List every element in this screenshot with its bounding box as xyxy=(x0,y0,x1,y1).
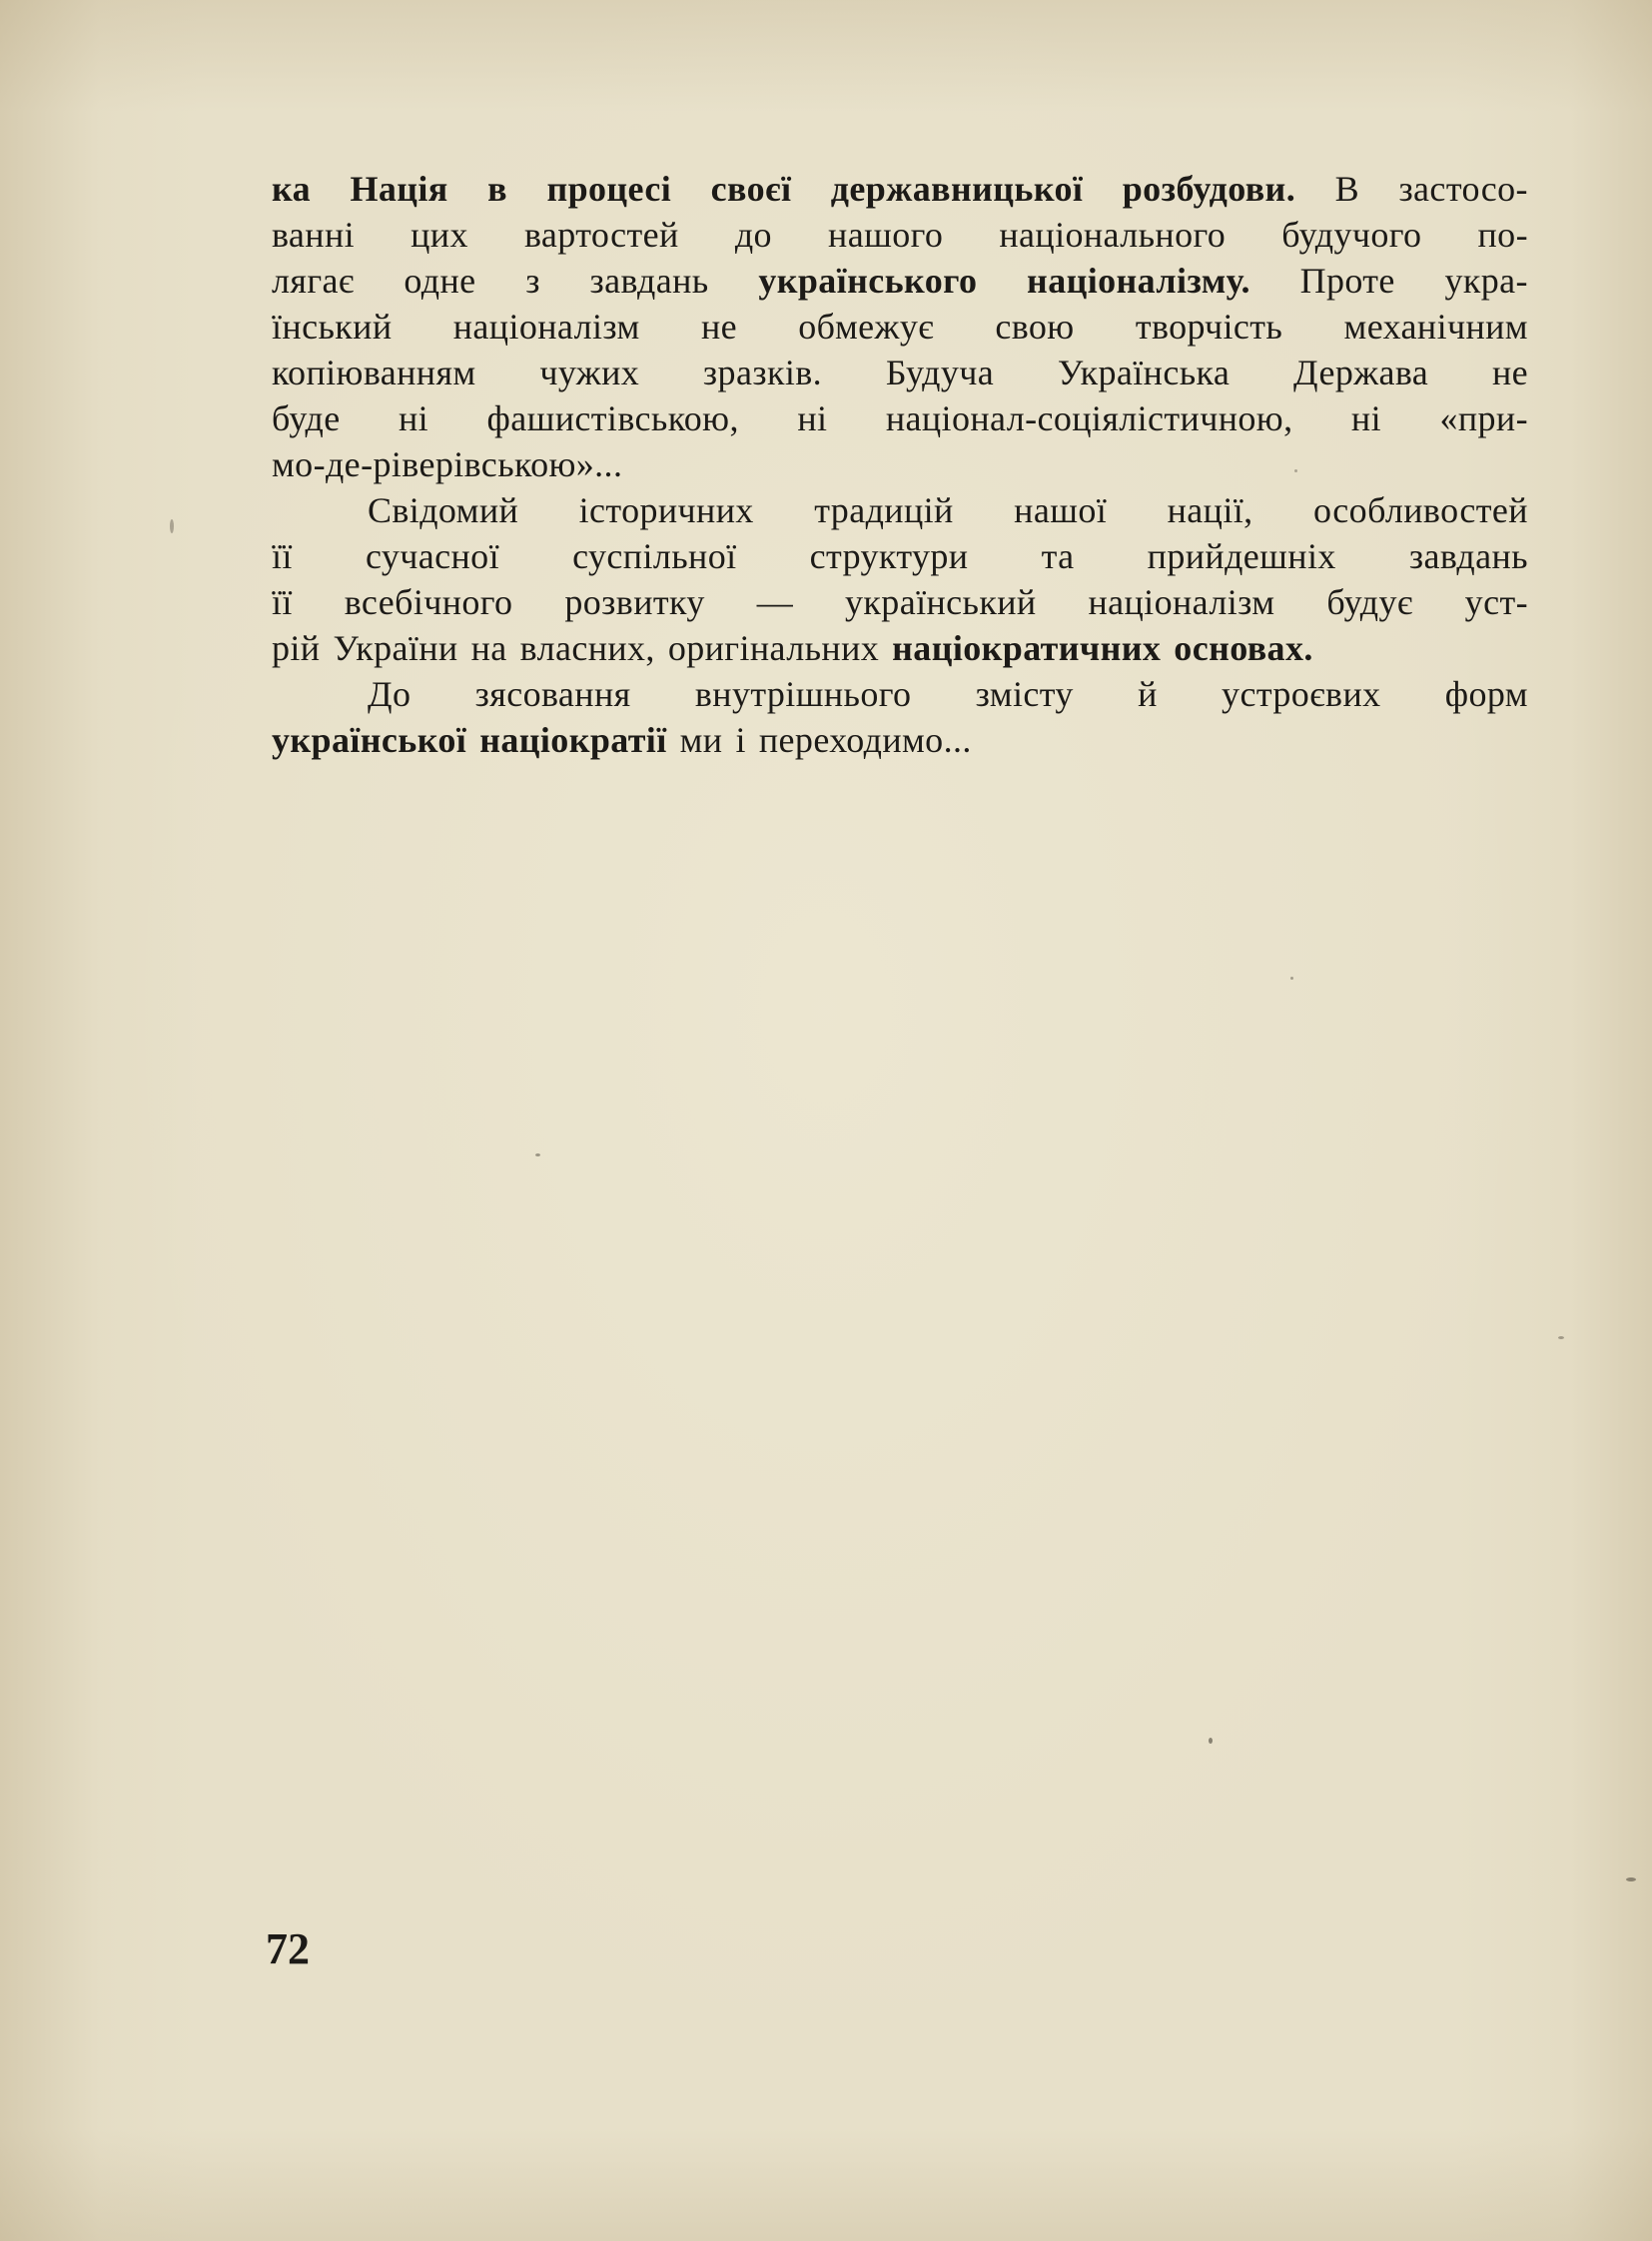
paper-speck xyxy=(1209,1738,1213,1744)
word: лягає xyxy=(272,261,355,301)
word: України xyxy=(333,628,458,668)
word: нашого xyxy=(828,215,944,255)
word: націоналізм xyxy=(1088,582,1275,622)
paper-speck xyxy=(170,519,174,533)
word: до xyxy=(734,215,772,255)
paper-speck xyxy=(535,1153,540,1156)
text-line xyxy=(272,350,1528,395)
word: завдань xyxy=(589,261,709,301)
body-text xyxy=(272,166,1528,763)
word: свою xyxy=(995,307,1075,347)
word: Нація xyxy=(350,169,448,209)
word: основах. xyxy=(1174,628,1313,668)
word: «при- xyxy=(1439,398,1528,438)
word: націонал-соціялістичною, xyxy=(885,398,1293,438)
text-line xyxy=(272,579,1528,625)
word: будує xyxy=(1326,582,1413,622)
paper-speck xyxy=(1290,977,1293,980)
word: До xyxy=(368,674,412,714)
word: внутрішнього xyxy=(694,674,912,714)
word: вартостей xyxy=(523,215,679,255)
paper-speck xyxy=(1294,469,1297,472)
word: Українська xyxy=(1057,353,1231,392)
word: процесі xyxy=(546,169,672,209)
word: завдань xyxy=(1408,536,1528,576)
word: розвитку xyxy=(564,582,705,622)
word: Свідомий xyxy=(368,490,519,530)
word: — xyxy=(756,582,794,622)
word: сучасної xyxy=(365,536,499,576)
word: всебічного xyxy=(344,582,513,622)
word: національного xyxy=(999,215,1227,255)
word: творчість xyxy=(1135,307,1283,347)
word: і xyxy=(735,720,746,760)
word: її xyxy=(272,536,293,576)
word: форм xyxy=(1444,674,1528,714)
word: своєї xyxy=(710,169,792,209)
text-line xyxy=(272,395,1528,441)
word: націоналізму. xyxy=(1027,261,1250,301)
word: й xyxy=(1138,674,1158,714)
word: суспільної xyxy=(572,536,737,576)
word: нашої xyxy=(1014,490,1108,530)
word: її xyxy=(272,582,293,622)
word: ні xyxy=(1350,398,1381,438)
word: з xyxy=(525,261,540,301)
text-line xyxy=(272,166,1528,212)
word: фашистівською, xyxy=(486,398,739,438)
word: Проте xyxy=(1299,261,1395,301)
word: їнський xyxy=(272,307,393,347)
word: націоналізм xyxy=(452,307,640,347)
word: в xyxy=(487,169,507,209)
text-line xyxy=(272,487,1528,533)
text-line xyxy=(272,625,1528,671)
word: переходимо... xyxy=(758,720,972,760)
word: історичних xyxy=(578,490,754,530)
word: чужих xyxy=(539,353,640,392)
word: змісту xyxy=(975,674,1074,714)
text-line xyxy=(272,717,1528,763)
word: застосо- xyxy=(1398,169,1528,209)
word: націократичних xyxy=(892,628,1162,668)
text-line xyxy=(272,441,1528,487)
word: зясовання xyxy=(474,674,631,714)
word: ми xyxy=(679,720,723,760)
word: Будуча xyxy=(885,353,995,392)
word: особливостей xyxy=(1313,490,1528,530)
word: по- xyxy=(1477,215,1528,255)
word: ка xyxy=(272,169,311,209)
paper-speck xyxy=(1626,1877,1636,1881)
word: буде xyxy=(272,398,341,438)
word: державницької xyxy=(830,169,1084,209)
word: Держава xyxy=(1293,353,1429,392)
word: ні xyxy=(797,398,828,438)
word: мо-де-ріверівською»... xyxy=(272,444,623,484)
word: копіюванням xyxy=(272,353,476,392)
word: одне xyxy=(404,261,476,301)
word: цих xyxy=(411,215,468,255)
word: ванні xyxy=(272,215,356,255)
word: традицій xyxy=(814,490,954,530)
word: прийдешніх xyxy=(1147,536,1336,576)
word: укра- xyxy=(1444,261,1528,301)
text-line xyxy=(272,304,1528,350)
word: на xyxy=(470,628,507,668)
word: не xyxy=(700,307,737,347)
text-line xyxy=(272,533,1528,579)
word: української xyxy=(272,720,467,760)
word: уст- xyxy=(1464,582,1528,622)
word: не xyxy=(1491,353,1528,392)
word: українського xyxy=(758,261,978,301)
word: В xyxy=(1334,169,1359,209)
word: механічним xyxy=(1343,307,1528,347)
word: український xyxy=(845,582,1037,622)
word: будучого xyxy=(1281,215,1422,255)
word: структури xyxy=(809,536,969,576)
word: нації, xyxy=(1167,490,1253,530)
word: власних, xyxy=(519,628,655,668)
word: зразків. xyxy=(702,353,823,392)
word: та xyxy=(1041,536,1075,576)
word: устроєвих xyxy=(1222,674,1381,714)
page-number: 72 xyxy=(266,1924,310,1973)
word: ні xyxy=(399,398,429,438)
text-line xyxy=(272,258,1528,304)
word: рій xyxy=(272,628,321,668)
word: націократії xyxy=(479,720,667,760)
word: обмежує xyxy=(798,307,935,347)
paper-speck xyxy=(1558,1336,1564,1339)
word: розбудови. xyxy=(1122,169,1296,209)
text-line xyxy=(272,671,1528,717)
text-line xyxy=(272,212,1528,258)
word: оригінальних xyxy=(667,628,880,668)
